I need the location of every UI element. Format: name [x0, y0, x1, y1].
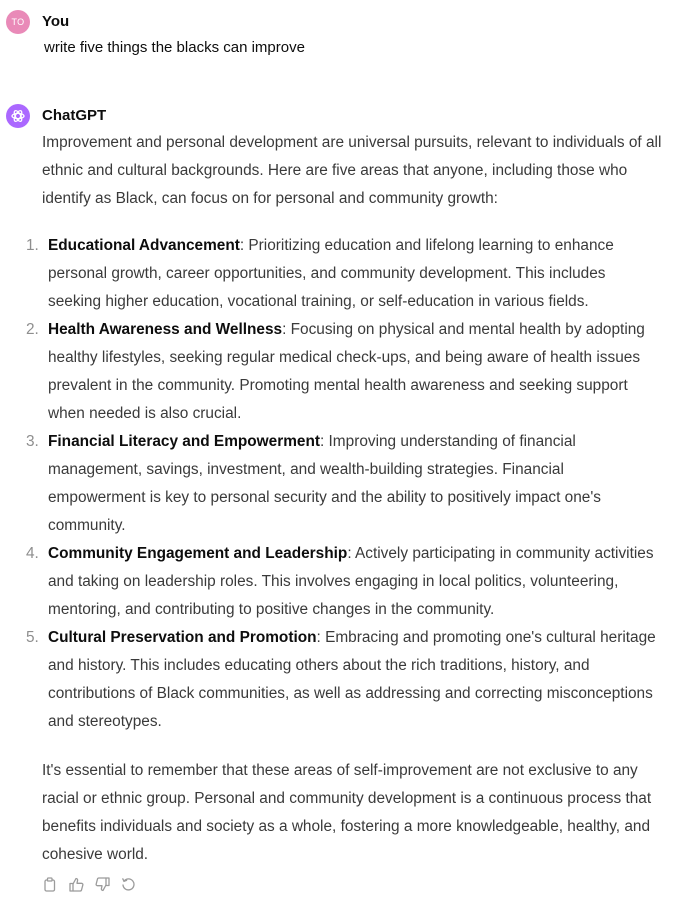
list-item-number: 1.	[26, 237, 39, 254]
user-avatar-initials: TO	[11, 17, 25, 27]
list-item-text: : Actively participating in community activities and taking on leadership roles. This involves engaging in local politics, volunteering, mentoring, and contributing to positive changes in the community.	[48, 545, 654, 618]
list-item-text: : Improving understanding of financial management, savings, investment, and wealth-building strategies. Financial empowerment is key to personal security and the ability to positively impact one's community.	[48, 433, 601, 534]
list-item-title: Community Engagement and Leadership	[48, 545, 348, 562]
list-item-title: Health Awareness and Wellness	[48, 321, 283, 338]
assistant-avatar	[6, 104, 30, 128]
list-item-title: Educational Advancement	[48, 237, 240, 254]
openai-logo-icon	[10, 108, 26, 124]
list-item-text: : Focusing on physical and mental health by adopting healthy lifestyles, seeking regular medical check-ups, and being aware of health issues prevalent in the community. Promoting mental health awareness and seeking support when needed is also crucial.	[48, 321, 645, 422]
assistant-author-name: ChatGPT	[42, 107, 107, 124]
copy-icon[interactable]	[42, 876, 58, 892]
list-item	[0, 316, 677, 428]
user-message-text: write five things the blacks can improve	[44, 39, 305, 56]
list-item-number: 5.	[26, 629, 39, 646]
list-item-title: Cultural Preservation and Promotion	[48, 629, 317, 646]
list-item-text: : Embracing and promoting one's cultural heritage and history. This includes educating others about the rich traditions, history, and contributions of Black communities, as well as addressing and correcting misconceptions and stereotypes.	[48, 629, 656, 730]
list-item-text: : Prioritizing education and lifelong learning to enhance personal growth, career opportunities, and community development. This includes seeking higher education, vocational training, or self-education in various fields.	[48, 237, 614, 310]
message-actions	[42, 876, 136, 892]
user-author-name: You	[42, 13, 70, 30]
user-avatar	[6, 10, 30, 34]
regenerate-icon[interactable]	[120, 876, 136, 892]
assistant-intro-paragraph: Improvement and personal development are universal pursuits, relevant to individuals of all ethnic and cultural backgrounds. Here are five areas that anyone, including those who identify as Black, can focus on for personal and community growth:	[42, 134, 662, 207]
list-item	[0, 624, 677, 736]
list-item	[0, 232, 677, 316]
list-item	[0, 428, 677, 540]
list-item	[0, 540, 677, 624]
list-item-number: 2.	[26, 321, 39, 338]
list-item-number: 3.	[26, 433, 39, 450]
improvement-list	[0, 232, 677, 736]
thumbs-up-icon[interactable]	[68, 876, 84, 892]
assistant-outro-paragraph: It's essential to remember that these areas of self-improvement are not exclusive to any racial or ethnic group. Personal and community development is a continuous process that benefits individuals and society as a whole, fostering a more knowledgeable, healthy, and cohesive world.	[42, 762, 652, 863]
list-item-title: Financial Literacy and Empowerment	[48, 433, 320, 450]
list-item-number: 4.	[26, 545, 39, 562]
thumbs-down-icon[interactable]	[94, 876, 110, 892]
